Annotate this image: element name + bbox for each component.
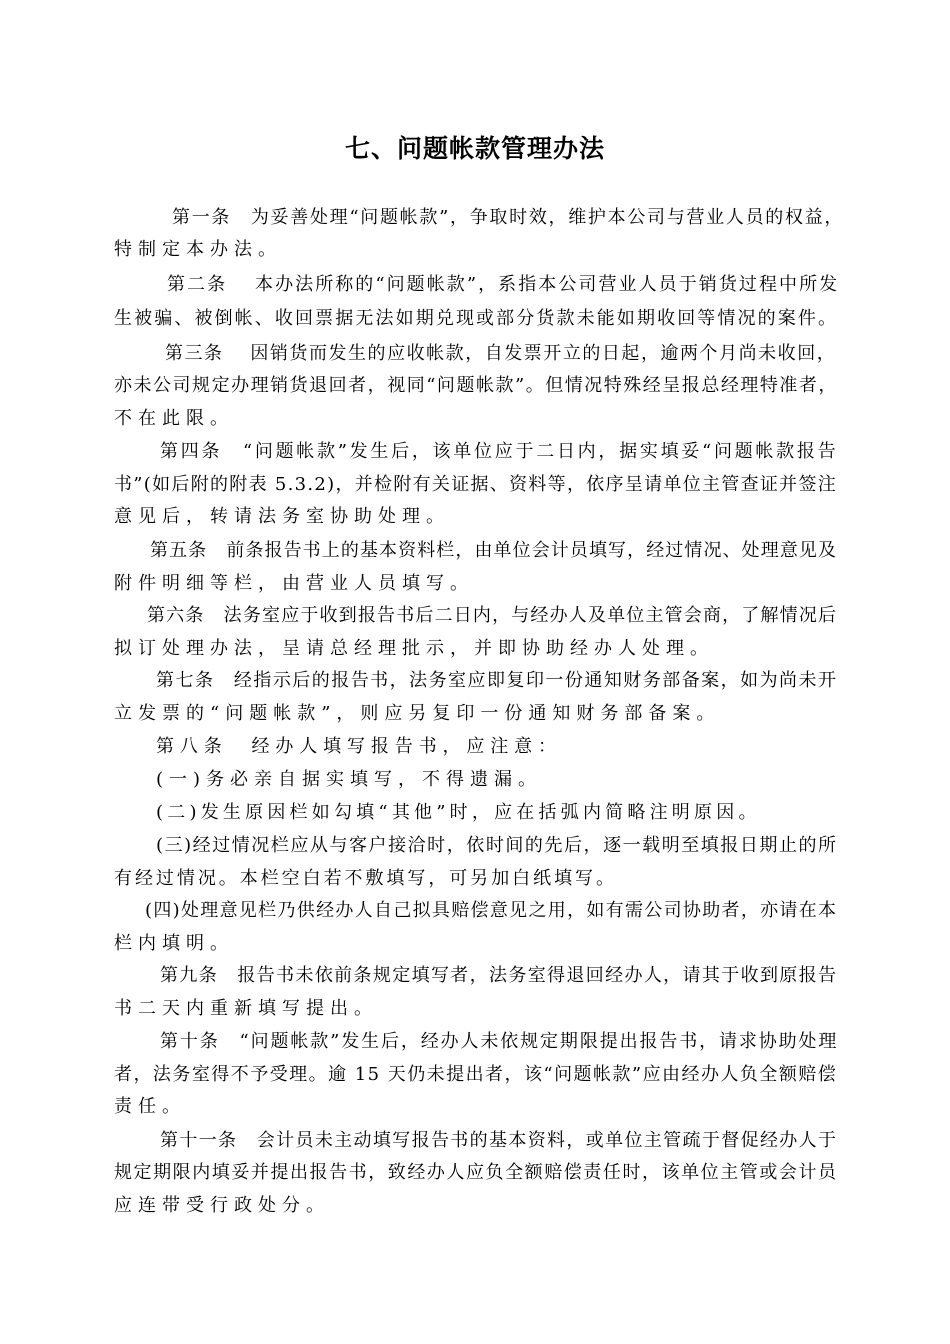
text-line: 书”(如后附的附表 5.3.2)，并检附有关证据、资料等，依序呈请单位主管查证并签注	[114, 474, 838, 495]
text-line: (三)经过情况栏应从与客户接洽时，依时间的先后，逐一载明至填报日期止的所	[156, 835, 838, 856]
text-line: 第九条 报告书未依前条规定填写者，法务室得退回经办人，请其于收到原报告	[160, 965, 838, 986]
text-line: 栏内填明。	[114, 933, 234, 954]
text-line: 者，法务室得不予受理。逾 15 天仍未提出者，该“问题帐款”应由经办人负全额赔偿	[114, 1064, 838, 1085]
text-line: 第五条 前条报告书上的基本资料栏，由单位会计员填写，经过情况、处理意见及	[150, 540, 838, 561]
text-line: 应连带受行政处分。	[114, 1195, 330, 1216]
text-line: 责任。	[114, 1096, 186, 1117]
text-line: 立发票的“问题帐款”，则应另复印一份通知财务部备案。	[114, 703, 721, 724]
text-line: 第七条 经指示后的报告书，法务室应即复印一份通知财务部备案，如为尚未开	[156, 670, 838, 691]
text-line: 书二天内重新填写提出。	[114, 998, 378, 1019]
text-line: 第四条 “问题帐款”发生后，该单位应于二日内，据实填妥“问题帐款报告	[160, 441, 839, 462]
text-line: 亦未公司规定办理销货退回者，视同“问题帐款”。但情况特殊经呈报总经理特准者，	[114, 375, 838, 396]
text-line: 第八条 经办人填写报告书，应注意：	[156, 736, 562, 757]
text-line: 不在此限。	[114, 408, 234, 429]
text-line: 第十一条 会计员未主动填写报告书的基本资料，或单位主管疏于督促经办人于	[160, 1130, 838, 1151]
text-line: 意见后，转请法务室协助处理。	[114, 506, 450, 527]
text-line: 第三条 因销货而发生的应收帐款，自发票开立的日起，逾两个月尚未收回，	[165, 343, 837, 364]
text-line: 第十条 “问题帐款”发生后，经办人未依规定期限提出报告书，请求协助处理	[160, 1031, 839, 1052]
text-line: 有经过情况。本栏空白若不敷填写，可另加白纸填写。	[114, 868, 617, 889]
text-line: 拟订处理办法，呈请总经理批示，并即协助经办人处理。	[114, 638, 714, 659]
text-line: 特制定本办法。	[114, 239, 282, 260]
text-line: (一)务必亲自据实填写，不得遗漏。	[156, 769, 543, 790]
text-line: 生被骗、被倒帐、收回票据无法如期兑现或部分货款未能如期收回等情况的案件。	[114, 308, 839, 329]
text-line: 附件明细等栏，由营业人员填写。	[114, 573, 474, 594]
text-line: 第二条 本办法所称的“问题帐款”，系指本公司营业人员于销货过程中所发	[167, 274, 840, 295]
text-line: (四)处理意见栏乃供经办人自己拟具赔偿意见之用，如有需公司协助者，亦请在本	[145, 900, 838, 921]
document-title: 七、问题帐款管理办法	[344, 134, 605, 163]
text-line: 第六条 法务室应于收到报告书后二日内，与经办人及单位主管会商，了解情况后	[147, 605, 838, 626]
text-line: 规定期限内填妥并提出报告书，致经办人应负全额赔偿责任时，该单位主管或会计员	[114, 1162, 838, 1183]
text-line: 第一条 为妥善处理“问题帐款”，争取时效，维护本公司与营业人员的权益，	[172, 207, 845, 228]
text-line: (二)发生原因栏如勾填“其他”时，应在括弧内简略注明原因。	[156, 802, 761, 823]
